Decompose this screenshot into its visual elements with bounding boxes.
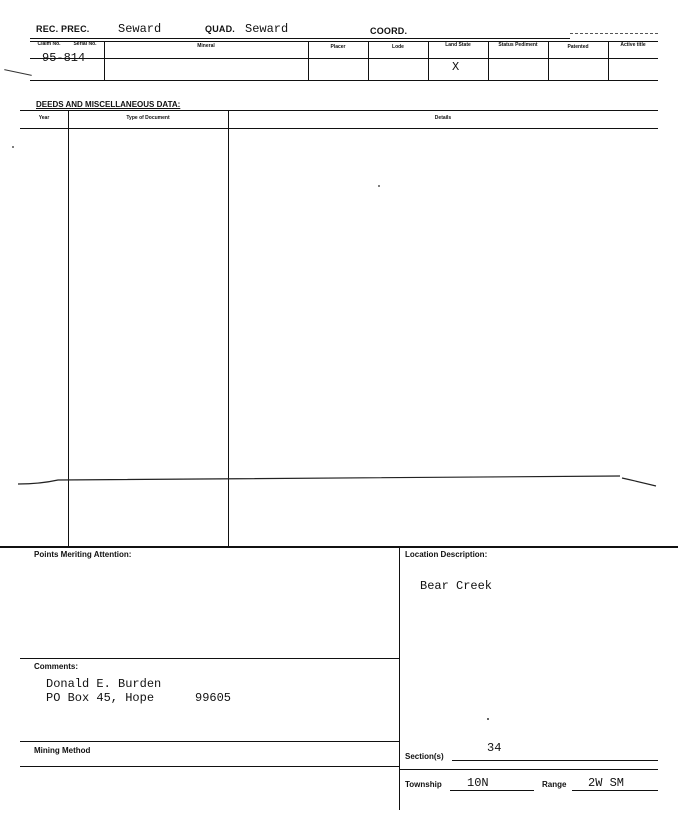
claim-table-top	[30, 41, 658, 42]
mining-method-lower-rule	[20, 766, 399, 767]
quad-value: Seward	[245, 22, 289, 36]
deeds-table-top	[20, 110, 658, 111]
col-land-state: Land State	[445, 42, 471, 48]
mining-method-rule	[20, 741, 399, 742]
col-patented: Patented	[567, 44, 589, 50]
col-placer: Placer	[330, 44, 346, 50]
speck	[12, 146, 14, 148]
mining-method-label: Mining Method	[34, 746, 91, 755]
section-township-rule	[399, 769, 658, 770]
col-mineral: Mineral	[197, 43, 215, 49]
comments-label: Comments:	[34, 662, 79, 671]
col-claim-no: Claim No.	[37, 41, 61, 47]
range-value: 2W SM	[588, 776, 625, 790]
rec-prec-value: Seward	[118, 22, 162, 36]
land-state-mark: X	[452, 60, 460, 74]
claim-table-bottom-tail	[4, 69, 32, 76]
claim-table-header-bottom	[30, 58, 658, 59]
comment-zip: 99605	[195, 691, 232, 705]
col-active-title: Active title	[620, 42, 646, 48]
hand-drawn-line	[0, 470, 678, 494]
range-label: Range	[542, 780, 567, 789]
speck	[378, 185, 380, 187]
deeds-table-header-bottom	[20, 128, 658, 129]
coord-label: COORD.	[370, 26, 408, 36]
bottom-center-divider	[399, 546, 400, 810]
range-underline	[572, 790, 658, 791]
section-value: 34	[487, 741, 502, 755]
col-status-pediment: Status Pediment	[498, 42, 538, 48]
speck	[487, 718, 489, 720]
claim-serial-value: 95-814	[42, 51, 86, 65]
bottom-section-top	[0, 546, 678, 548]
col-year: Year	[38, 115, 50, 121]
comment-line-1: Donald E. Burden	[46, 677, 162, 691]
col-lode: Lode	[392, 44, 404, 50]
deeds-section-title: DEEDS AND MISCELLANEOUS DATA:	[36, 100, 181, 109]
section-underline	[452, 760, 658, 761]
col-type-of-document: Type of Document	[126, 115, 170, 121]
col-serial-no: Serial No.	[73, 41, 97, 47]
quad-label: QUAD.	[205, 24, 235, 34]
comments-rule	[20, 658, 399, 659]
township-value: 10N	[467, 776, 489, 790]
township-underline	[450, 790, 534, 791]
section-label: Section(s)	[405, 752, 444, 761]
header-rule	[30, 38, 570, 39]
location-value: Bear Creek	[420, 579, 493, 593]
col-details: Details	[434, 115, 452, 121]
claim-table-bottom	[30, 80, 658, 81]
header-rule-dashed	[570, 33, 658, 34]
township-label: Township	[405, 780, 442, 789]
comment-line-2: PO Box 45, Hope	[46, 691, 155, 705]
location-label: Location Description:	[405, 550, 488, 559]
points-label: Points Meriting Attention:	[34, 550, 132, 559]
rec-prec-label: REC. PREC.	[36, 24, 90, 34]
